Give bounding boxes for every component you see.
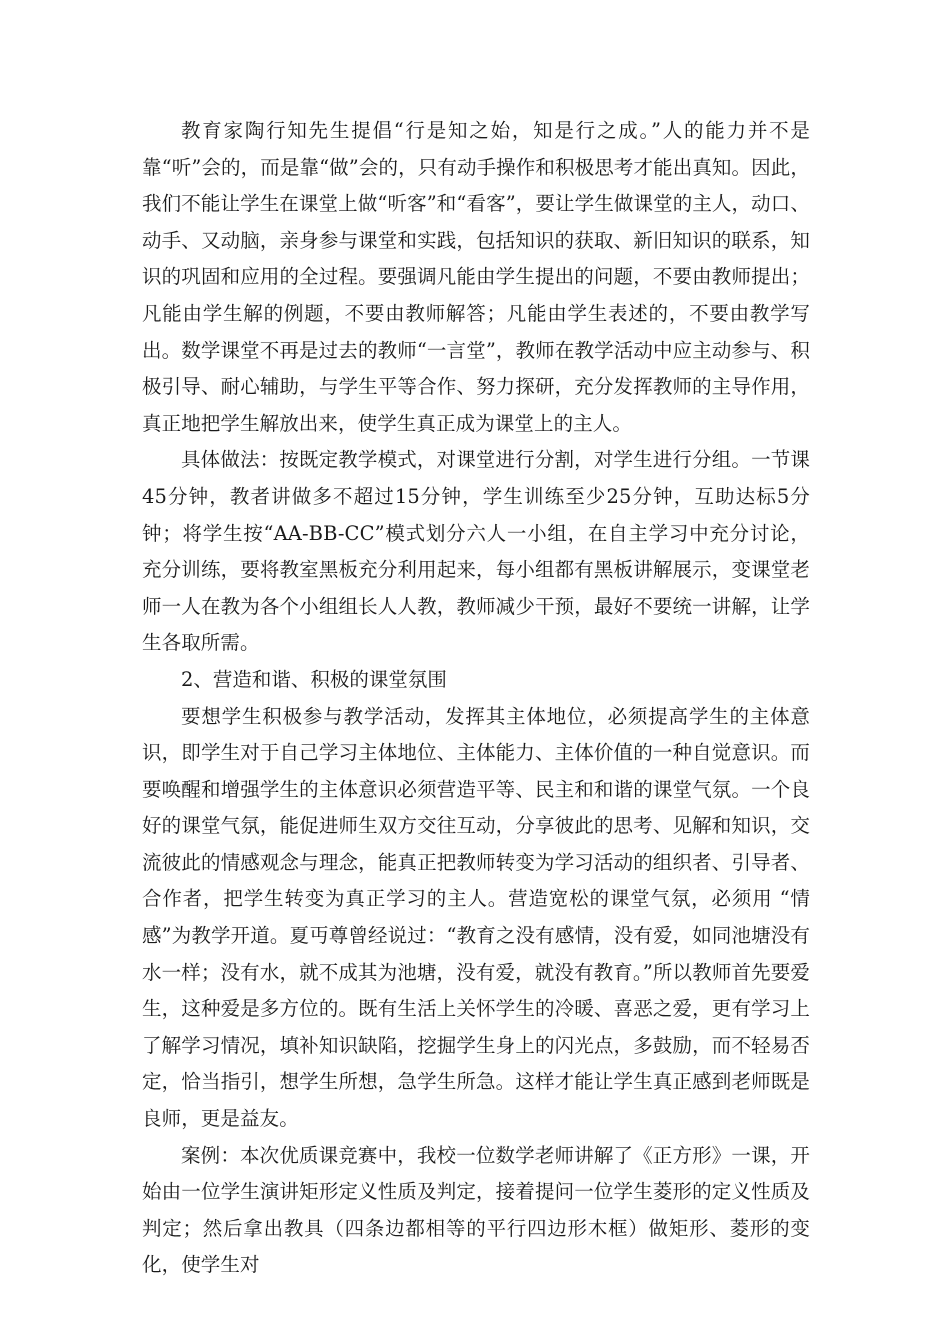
body-text <box>142 113 810 1284</box>
paragraph-case: 案例：本次优质课竞赛中，我校一位数学老师讲解了《正方形》一课，开始由一位学生演讲矩形定义性质及判定，接着提问一位学生菱形的定义性质及判定；然后拿出教具（四条边都相等的平行四边形木框）做矩形、菱形的变化，使学生对 <box>142 1143 810 1277</box>
paragraph-atmosphere: 要想学生积极参与教学活动，发挥其主体地位，必须提高学生的主体意识，即学生对于自己学习主体地位、主体能力、主体价值的一种自觉意识。而要唤醒和增强学生的主体意识必须营造平等、民主和和谐的课堂气氛。一个良好的课堂气氛，能促进师生双方交往互动，分享彼此的思考、见解和知识，交流彼此的情感观念与理念，能真正把教师转变为学习活动的组织者、引导者、合作者，把学生转变为真正学习的主人。营造宽松的课堂气氛，必须用 “情感”为教学开道。夏丏尊曾经说过：“教育之没有感情，没有爱，如同池塘没有水一样；没有水，就不成其为池塘，没有爱，就没有教育。”所以教师首先要爱生，这种爱是多方位的。既有生活上关怀学生的冷暖、喜恶之爱，更有学习上了解学习情况，填补知识缺陷，挖掘学生身上的闪光点，多鼓励，而不轻易否定，恰当指引，想学生所想，急学生所急。这样才能让学生真正感到老师既是良师，更是益友。 <box>142 704 810 1131</box>
paragraph-tao-xingzhi: 教育家陶行知先生提倡“行是知之始，知是行之成。”人的能力并不是靠“听”会的，而是靠“做”会的，只有动手操作和积极思考才能出真知。因此，我们不能让学生在课堂上做“听客”和“看客”，要让学生做课堂的主人，动口、动手、又动脑，亲身参与课堂和实践，包括知识的获取、新旧知识的联系，知识的巩固和应用的全过程。要强调凡能由学生提出的问题，不要由教师提出；凡能由学生解的例题，不要由教师解答；凡能由学生表述的，不要由教学写出。数学课堂不再是过去的教师“一言堂”，教师在教学活动中应主动参与、积极引导、耐心辅助，与学生平等合作、努力探研，充分发挥教师的主导作用，真正地把学生解放出来，使学生真正成为课堂上的主人。 <box>142 119 810 435</box>
paragraph-method: 具体做法：按既定教学模式，对课堂进行分割，对学生进行分组。一节课45分钟，教者讲做多不超过15分钟，学生训练至少25分钟，互助达标5分钟；将学生按“AA-BB-CC”模式划分六人一小组，在自主学习中充分讨论，充分训练，要将教室黑板充分利用起来，每小组都有黑板讲解展示，变课堂老师一人在教为各个小组组长人人教，教师减少干预，最好不要统一讲解，让学生各取所需。 <box>142 448 810 655</box>
section-heading: 2、营造和谐、积极的课堂氛围 <box>181 667 447 691</box>
